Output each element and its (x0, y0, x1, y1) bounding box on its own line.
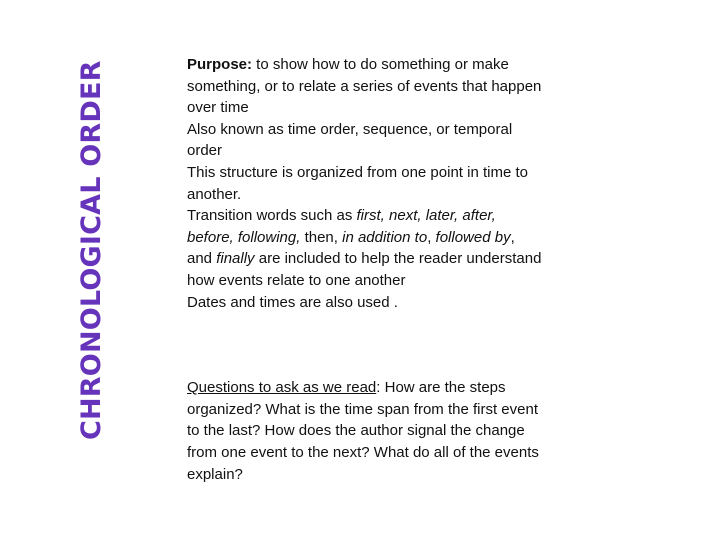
aka-paragraph: Also known as time order, sequence, or temporal order (187, 120, 513, 160)
questions-label: Questions to ask as we read (187, 379, 377, 397)
transition-suffix: are included to help the reader understand how events relate to one another (187, 250, 542, 289)
purpose-label: Purpose: (187, 56, 253, 73)
structure-paragraph: This structure is organized from one point in time to another. (187, 163, 528, 203)
transition-paragraph (187, 205, 542, 291)
transition-words-1: first, next, later, after, before, following, (187, 207, 496, 246)
dates-paragraph: Dates and times are also used . (187, 293, 398, 311)
transition-words-2: in addition to (342, 228, 428, 246)
transition-mid-3: , and (187, 228, 515, 268)
paragraph-spacer (187, 313, 542, 377)
content-body (187, 54, 542, 485)
transition-words-3: followed by (435, 228, 511, 246)
questions-paragraph (187, 377, 542, 485)
transition-mid-2: , (427, 228, 436, 246)
slide-title: CHRONOLOGICAL ORDER (76, 60, 107, 440)
transition-words-4: finally (216, 250, 255, 268)
purpose-text: to show how to do something or make something, or to relate a series of events that happen over time (187, 56, 542, 117)
transition-mid-1: then, (300, 228, 343, 246)
purpose-paragraph (187, 54, 542, 119)
questions-colon: : (376, 379, 381, 397)
transition-prefix: Transition words such as (187, 207, 357, 225)
questions-text: How are the steps organized? What is the time span from the first event to the last? How does the author signal the change from one event to the next? What do all of the events explain? (187, 379, 539, 483)
